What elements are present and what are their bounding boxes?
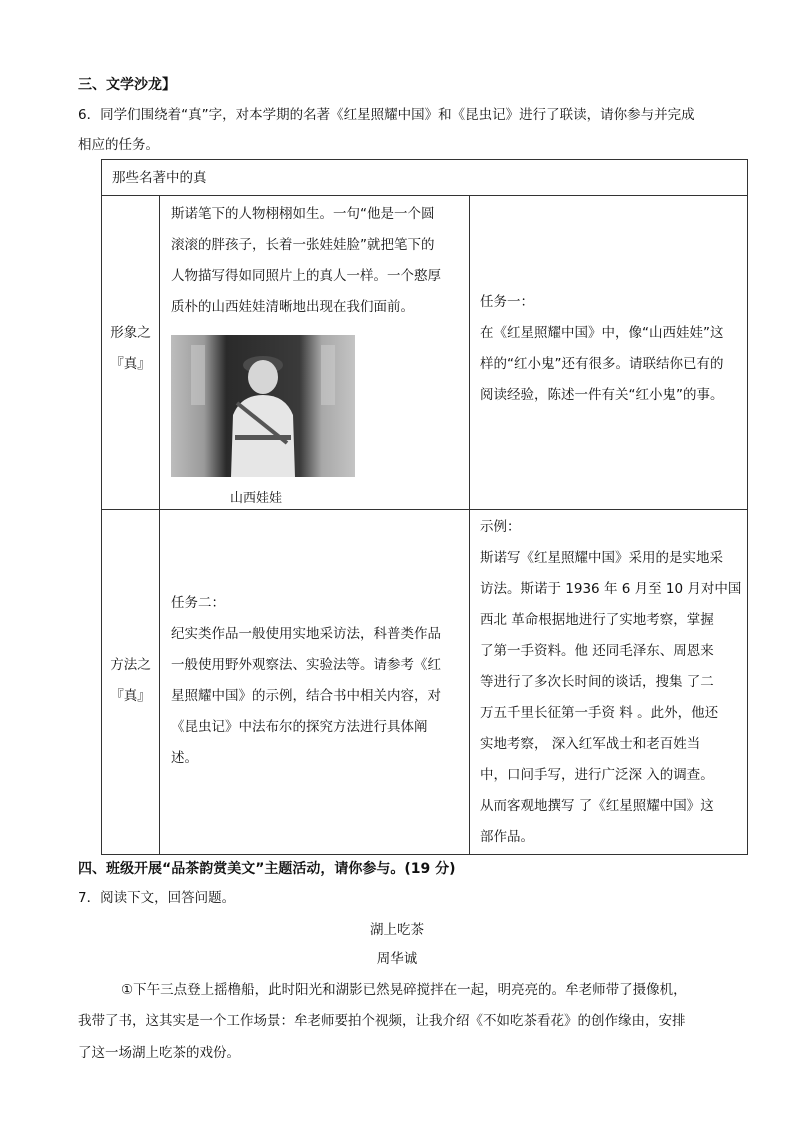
article-paragraph-1-cont: 我带了书，这其实是一个工作场景：牟老师要拍个视频，让我介绍《不如吃茶看花》的创作缘由，安排 <box>78 1013 686 1029</box>
task2-line: 任务二： <box>171 595 225 611</box>
question-7-text: 7．阅读下文，回答问题。 <box>78 890 236 906</box>
row1-task-cell <box>470 196 748 510</box>
task2-line: 星照耀中国》的示例，结合书中相关内容，对 <box>171 688 441 704</box>
task1-line: 样的“红小鬼”还有很多。请联结你已有的 <box>480 356 724 372</box>
photo-caption: 山西娃娃 <box>230 491 283 506</box>
task1-line: 在《红星照耀中国》中，像“山西娃娃”这 <box>480 325 724 341</box>
table-header: 那些名著中的真 <box>112 170 207 186</box>
task2-line: 《昆虫记》中法布尔的探究方法进行具体阐 <box>171 719 428 735</box>
task2-line: 一般使用野外观察法、实验法等。请参考《红 <box>171 657 441 673</box>
row2-label-line1: 方法之 <box>110 657 151 673</box>
row1-label-line2: 『真』 <box>110 356 151 372</box>
row1-content-cell <box>160 196 470 510</box>
question-6-text: 6．同学们围绕着“真”字，对本学期的名著《红星照耀中国》和《昆虫记》进行了联读，请你参与并完成 <box>78 107 695 123</box>
shanxi-child-photo <box>171 335 355 477</box>
task2-line: 述。 <box>171 750 198 766</box>
row1-text-line: 人物描写得如同照片上的真人一样。一个憨厚 <box>171 268 441 284</box>
example-line: 西北 革命根据地进行了实地考察，掌握 <box>480 612 714 628</box>
example-line: 斯诺写《红星照耀中国》采用的是实地采 <box>480 550 723 566</box>
article-paragraph-1: ①下午三点登上摇橹船，此时阳光和湖影已然晃碎搅拌在一起，明亮亮的。牟老师带了摄像机， <box>121 982 687 998</box>
example-line: 了第一手资料。他 还同毛泽东、周恩来 <box>480 643 714 659</box>
article-author: 周华诚 <box>376 951 418 967</box>
task2-line: 纪实类作品一般使用实地采访法，科普类作品 <box>171 626 441 642</box>
article-title: 湖上吃茶 <box>370 922 424 938</box>
row1-text-line: 滚滚的胖孩子，长着一张娃娃脸”就把笔下的 <box>171 237 435 253</box>
row1-label-line1: 形象之 <box>110 325 151 341</box>
task1-line: 任务一： <box>480 294 534 310</box>
row1-text-line: 斯诺笔下的人物栩栩如生。一句“他是一个圆 <box>171 206 435 222</box>
example-line: 万五千里长征第一手资 料 。此外，他还 <box>480 705 719 721</box>
task1-line: 阅读经验，陈述一件有关“红小鬼”的事。 <box>480 387 724 403</box>
example-line: 实地考察， 深入红军战士和老百姓当 <box>480 736 701 752</box>
row2-example-cell <box>470 510 748 855</box>
example-line: 部作品。 <box>480 829 534 845</box>
example-line: 访法。斯诺于 1936 年 6 月至 10 月对中国 <box>480 581 742 597</box>
example-line: 从而客观地撰写 了《红星照耀中国》这 <box>480 798 714 814</box>
reading-table <box>101 159 748 855</box>
article-paragraph-1-cont: 了这一场湖上吃茶的戏份。 <box>78 1045 240 1061</box>
row2-task-cell <box>160 510 470 855</box>
row2-label-cell <box>102 510 160 855</box>
row2-label-line2: 『真』 <box>110 688 151 704</box>
section-3-heading: 三、文学沙龙】 <box>78 77 176 93</box>
table-header-cell <box>102 160 748 196</box>
example-line: 等进行了多次长时间的谈话，搜集 了二 <box>480 674 714 690</box>
question-6-text-cont: 相应的任务。 <box>78 137 159 153</box>
example-line: 示例： <box>480 519 521 535</box>
row1-text-line: 质朴的山西娃娃清晰地出现在我们面前。 <box>171 299 414 315</box>
example-line: 中，口问手写，进行广泛深 入的调查。 <box>480 767 714 783</box>
section-4-heading: 四、班级开展“品茶韵赏美文”主题活动，请你参与。(19 分) <box>78 861 456 877</box>
row1-label-cell <box>102 196 160 510</box>
